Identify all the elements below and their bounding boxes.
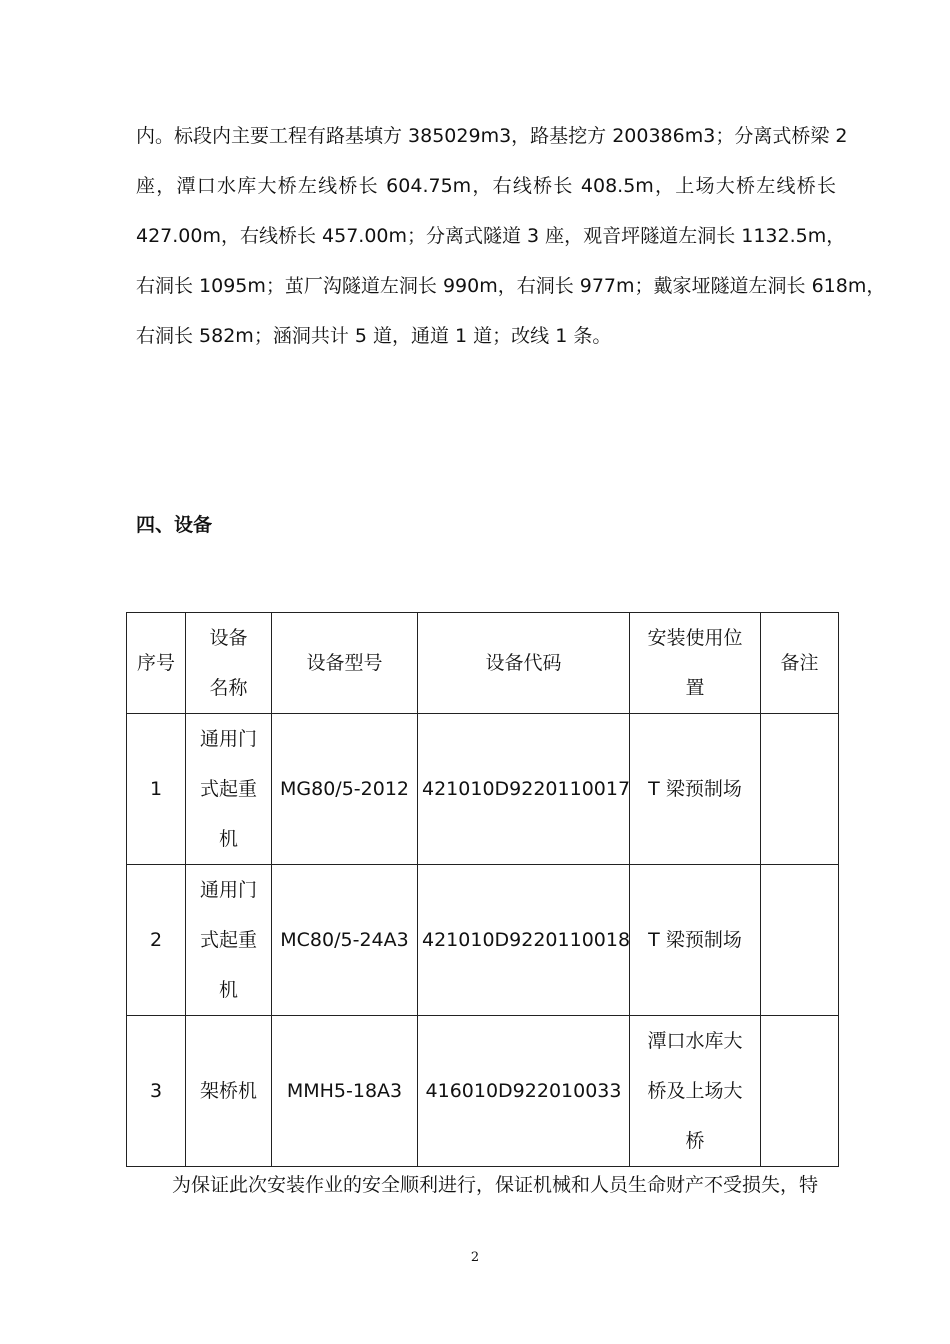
header-name — [186, 613, 272, 714]
cell-location-line: 桥 — [685, 1130, 705, 1152]
intro-line: 右洞长 582m；涵洞共计 5 道，通道 1 道；改线 1 条。 — [136, 325, 612, 347]
cell-model: MG80/5-2012 — [272, 714, 418, 865]
equipment-table — [126, 612, 839, 1167]
header-name-line: 设备 — [209, 627, 248, 649]
cell-name-line: 通用门 — [199, 728, 257, 750]
cell-code: 421010D9220110017 — [418, 714, 630, 865]
cell-location-line: 潭口水库大 — [647, 1030, 743, 1052]
cell-name-line: 式起重 — [199, 929, 257, 951]
cell-location — [630, 1016, 761, 1167]
cell-remark — [761, 865, 839, 1016]
cell-name — [186, 1016, 272, 1167]
cell-location — [630, 714, 761, 865]
header-no: 序号 — [127, 613, 186, 714]
section-title: 四、设备 — [136, 514, 213, 536]
cell-code: 421010D9220110018 — [418, 865, 630, 1016]
cell-remark — [761, 714, 839, 865]
header-location — [630, 613, 761, 714]
cell-name — [186, 865, 272, 1016]
header-name-line: 名称 — [209, 677, 248, 699]
table-row — [127, 1016, 839, 1167]
cell-code: 416010D922010033 — [418, 1016, 630, 1167]
cell-name-line: 机 — [218, 828, 238, 850]
cell-location-line: T 梁预制场 — [648, 778, 742, 800]
cell-no: 2 — [127, 865, 186, 1016]
intro-line: 内。标段内主要工程有路基填方 385029m3，路基挖方 200386m3；分离式桥梁 2 — [136, 125, 848, 147]
table-row — [127, 714, 839, 865]
cell-location — [630, 865, 761, 1016]
intro-paragraph — [136, 111, 886, 361]
intro-line: 座，潭口水库大桥左线桥长 604.75m，右线桥长 408.5m，上场大桥左线桥长 — [136, 175, 836, 197]
page-number: 2 — [470, 1250, 480, 1265]
cell-remark — [761, 1016, 839, 1167]
cell-name-line: 架桥机 — [199, 1080, 257, 1102]
header-model: 设备型号 — [272, 613, 418, 714]
cell-name-line: 式起重 — [199, 778, 257, 800]
table-header-row — [127, 613, 839, 714]
cell-model: MC80/5-24A3 — [272, 865, 418, 1016]
cell-no: 1 — [127, 714, 186, 865]
header-remark: 备注 — [761, 613, 839, 714]
cell-name-line: 机 — [218, 979, 238, 1001]
intro-line: 427.00m，右线桥长 457.00m；分离式隧道 3 座，观音坪隧道左洞长 1132.5m， — [136, 225, 846, 247]
header-location-line: 置 — [685, 677, 705, 699]
cell-location-line: 桥及上场大 — [647, 1080, 743, 1102]
table-row — [127, 865, 839, 1016]
header-code: 设备代码 — [418, 613, 630, 714]
header-location-line: 安装使用位 — [647, 627, 743, 649]
cell-location-line: T 梁预制场 — [648, 929, 742, 951]
cell-name-line: 通用门 — [199, 879, 257, 901]
cell-name — [186, 714, 272, 865]
cell-model: MMH5-18A3 — [272, 1016, 418, 1167]
intro-line: 右洞长 1095m；茧厂沟隧道左洞长 990m，右洞长 977m；戴家垭隧道左洞长 618m， — [136, 275, 886, 297]
closing-paragraph: 为保证此次安装作业的安全顺利进行，保证机械和人员生命财产不受损失，特 — [172, 1174, 819, 1196]
cell-no: 3 — [127, 1016, 186, 1167]
